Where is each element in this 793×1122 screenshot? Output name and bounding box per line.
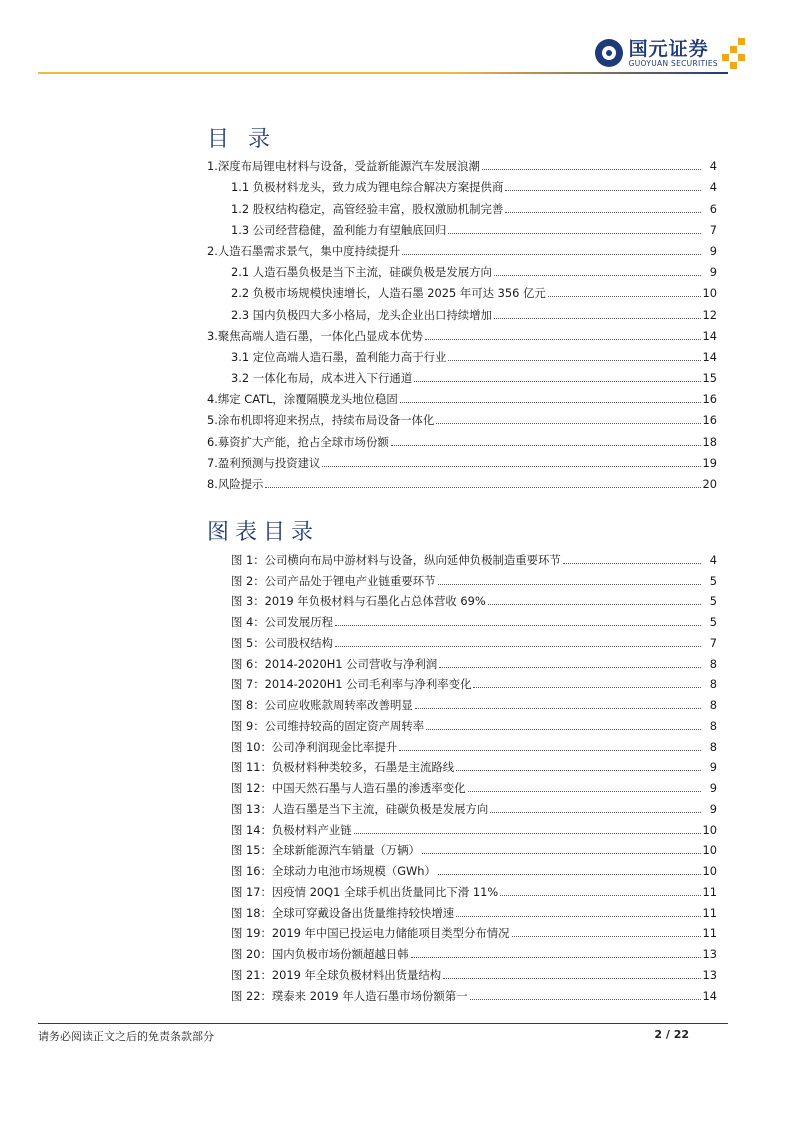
figure-entry-page: 10: [702, 843, 717, 858]
toc-entry-label: 2.2 负极市场规模快速增长，人造石墨 2025 年可达 356 亿元: [231, 286, 546, 301]
toc-entry-page: 6: [709, 201, 717, 216]
toc-entry-label: 3.聚焦高端人造石墨，一体化凸显成本优势: [207, 328, 423, 343]
toc-entry-page: 19: [702, 455, 717, 470]
figure-entry-label: 图 18：全球可穿戴设备出货量维持较快增速: [231, 905, 455, 920]
figure-entry-page: 11: [702, 926, 717, 941]
leader-dots: [426, 729, 701, 730]
header-divider: [38, 72, 728, 74]
figure-entry[interactable]: [207, 650, 717, 671]
figure-entry[interactable]: [207, 920, 717, 941]
toc-entry-page: 4: [709, 180, 717, 195]
figure-entry[interactable]: [207, 608, 717, 629]
leader-dots: [354, 833, 701, 834]
toc-entry[interactable]: [207, 427, 717, 448]
figure-entry-page: 13: [702, 967, 717, 982]
figure-entry-label: 图 5：公司股权结构: [231, 635, 333, 650]
leader-dots: [443, 978, 700, 979]
figure-entry-page: 5: [709, 615, 717, 629]
toc-entry-label: 6.募资扩大产能，抢占全球市场份额: [207, 434, 389, 449]
company-logo: [595, 36, 718, 70]
leader-dots: [500, 895, 700, 896]
figure-entry[interactable]: [207, 982, 717, 1003]
figure-entry-page: 5: [709, 594, 717, 609]
toc-entry[interactable]: [207, 322, 717, 343]
toc-entry[interactable]: [207, 385, 717, 406]
figure-entry-page: 4: [709, 552, 717, 567]
toc-entry[interactable]: [207, 216, 717, 237]
toc-entry[interactable]: [207, 173, 717, 194]
figure-entry-label: 图 21：2019 年全球负极材料出货量结构: [231, 967, 442, 982]
figure-entry-page: 8: [709, 677, 717, 692]
leader-dots: [482, 169, 701, 170]
figure-entry[interactable]: [207, 774, 717, 795]
leader-dots: [468, 791, 701, 792]
figure-entry[interactable]: [207, 712, 717, 733]
leader-dots: [400, 402, 701, 403]
leader-dots: [488, 604, 701, 605]
figure-entry[interactable]: [207, 940, 717, 961]
logo-english-name: GUOYUAN SECURITIES: [628, 58, 718, 68]
toc-entry-page: 9: [709, 265, 717, 280]
toc-entry-label: 5.涂布机即将迎来拐点，持续布局设备一体化: [207, 413, 435, 428]
toc-entry[interactable]: [207, 406, 717, 427]
leader-dots: [322, 466, 700, 467]
toc-entry-page: 15: [702, 371, 717, 386]
leader-dots: [470, 999, 701, 1000]
toc-entry-label: 1.2 股权结构稳定，高管经验丰富，股权激励机制完善: [231, 201, 504, 216]
figure-entry-label: 图 3：2019 年负极材料与石墨化占总体营收 69%: [231, 594, 486, 609]
leader-dots: [414, 381, 700, 382]
leader-dots: [402, 254, 701, 255]
toc-entry-label: 1.3 公司经营稳健，盈利能力有望触底回归: [231, 222, 447, 237]
figure-entry-page: 9: [709, 801, 717, 816]
leader-dots: [425, 339, 701, 340]
toc-entry[interactable]: [207, 279, 717, 300]
leader-dots: [563, 563, 701, 564]
toc-entry-page: 16: [702, 413, 717, 428]
toc-entry[interactable]: [207, 300, 717, 321]
toc-entry-page: 7: [709, 222, 717, 237]
logo-squares-icon: [722, 38, 746, 70]
figure-entry[interactable]: [207, 691, 717, 712]
toc-entry-label: 7.盈利预测与投资建议: [207, 455, 321, 470]
toc-entry-label: 4.绑定 CATL，涂覆隔膜龙头地位稳固: [207, 392, 398, 407]
figure-entry-page: 5: [709, 573, 717, 588]
figures-title: 图表目录: [207, 520, 320, 545]
leader-dots: [473, 687, 701, 688]
logo-chinese-name: 国元证券: [628, 37, 709, 60]
leader-dots: [439, 667, 701, 668]
figure-entry-label: 图 8：公司应收账款周转率改善明显: [231, 698, 413, 712]
figure-entry-page: 8: [709, 698, 717, 712]
leader-dots: [265, 487, 700, 488]
leader-dots: [438, 584, 701, 585]
figure-entry-label: 图 19：2019 年中国已投运电力储能项目类型分布情况: [231, 926, 510, 941]
table-of-contents: [207, 152, 717, 491]
figure-entry[interactable]: [207, 588, 717, 609]
figure-entry-page: 8: [709, 718, 717, 733]
leader-dots: [490, 812, 701, 813]
leader-dots: [448, 233, 701, 234]
figure-entry[interactable]: [207, 857, 717, 878]
figure-entry-label: 图 12：中国天然石墨与人造石墨的渗透率变化: [231, 781, 466, 795]
figure-entry-page: 8: [709, 739, 717, 754]
leader-dots: [505, 212, 701, 213]
figure-entry[interactable]: [207, 546, 717, 567]
figure-entry[interactable]: [207, 629, 717, 650]
leader-dots: [399, 750, 701, 751]
figures-list: [207, 546, 717, 1003]
figure-entry-label: 图 20：国内负极市场份额超越日韩: [231, 947, 409, 961]
figure-entry-page: 10: [702, 822, 717, 837]
figure-entry-page: 10: [702, 864, 717, 878]
toc-entry[interactable]: [207, 194, 717, 215]
toc-entry-label: 3.2 一体化布局，成本进入下行通道: [231, 371, 413, 386]
toc-entry-page: 4: [709, 159, 717, 174]
figure-entry[interactable]: [207, 961, 717, 982]
toc-entry[interactable]: [207, 237, 717, 258]
leader-dots: [422, 853, 701, 854]
leader-dots: [335, 646, 701, 647]
toc-entry-page: 20: [702, 477, 717, 491]
toc-entry-label: 1.深度布局锂电材料与设备，受益新能源汽车发展浪潮: [207, 159, 480, 174]
toc-entry[interactable]: [207, 364, 717, 385]
leader-dots: [438, 874, 701, 875]
figure-entry-label: 图 10：公司净利润现金比率提升: [231, 739, 398, 754]
figure-entry-label: 图 17：因疫情 20Q1 全球手机出货量同比下滑 11%: [231, 884, 499, 899]
figure-entry-label: 图 14：负极材料产业链: [231, 822, 352, 837]
figure-entry-page: 9: [709, 781, 717, 795]
figure-entry-label: 图 6：2014-2020H1 公司营收与净利润: [231, 656, 438, 671]
figure-entry-page: 11: [702, 905, 717, 920]
figure-entry-label: 图 16：全球动力电池市场规模（GWh）: [231, 864, 436, 878]
toc-entry-label: 2.3 国内负极四大多小格局，龙头企业出口持续增加: [231, 307, 492, 322]
toc-entry-label: 2.人造石墨需求景气，集中度持续提升: [207, 243, 401, 258]
toc-entry-page: 12: [702, 307, 717, 322]
leader-dots: [436, 423, 700, 424]
figure-entry[interactable]: [207, 754, 717, 775]
toc-entry-label: 3.1 定位高端人造石墨，盈利能力高于行业: [231, 349, 447, 364]
toc-entry[interactable]: [207, 449, 717, 470]
leader-dots: [505, 190, 701, 191]
toc-entry[interactable]: [207, 470, 717, 491]
footer-disclaimer: 请务必阅读正文之后的免责条款部分: [38, 1030, 214, 1043]
footer-divider: [38, 1023, 728, 1024]
figure-entry-page: 8: [709, 656, 717, 671]
figure-entry-label: 图 2：公司产品处于锂电产业链重要环节: [231, 573, 436, 588]
leader-dots: [512, 936, 701, 937]
leader-dots: [494, 275, 701, 276]
figure-entry-page: 11: [702, 884, 717, 899]
page-header: [0, 0, 793, 80]
figure-entry-label: 图 13：人造石墨是当下主流，硅碳负极是发展方向: [231, 801, 489, 816]
figure-entry[interactable]: [207, 671, 717, 692]
figure-entry[interactable]: [207, 795, 717, 816]
figure-entry-page: 13: [702, 947, 717, 961]
figure-entry[interactable]: [207, 567, 717, 588]
figure-entry-page: 7: [709, 635, 717, 650]
leader-dots: [448, 360, 700, 361]
page-number: 2 / 22: [654, 1028, 689, 1041]
figure-entry-label: 图 15：全球新能源汽车销量（万辆）: [231, 843, 420, 858]
toc-entry-label: 2.1 人造石墨负极是当下主流，硅碳负极是发展方向: [231, 265, 492, 280]
toc-entry-page: 14: [702, 349, 717, 364]
toc-entry-page: 10: [702, 286, 717, 301]
leader-dots: [411, 957, 701, 958]
leader-dots: [456, 916, 700, 917]
figure-entry[interactable]: [207, 878, 717, 899]
toc-entry-label: 1.1 负极材料龙头，致力成为锂电综合解决方案提供商: [231, 180, 504, 195]
figure-entry-label: 图 1：公司横向布局中游材料与设备，纵向延伸负极制造重要环节: [231, 552, 561, 567]
figure-entry[interactable]: [207, 816, 717, 837]
figure-entry-page: 14: [702, 988, 717, 1003]
figure-entry[interactable]: [207, 899, 717, 920]
figure-entry-label: 图 4：公司发展历程: [231, 615, 333, 629]
logo-emblem-icon: [595, 39, 623, 67]
figure-entry[interactable]: [207, 733, 717, 754]
figure-entry-label: 图 22：璞泰来 2019 年人造石墨市场份额第一: [231, 988, 468, 1003]
figure-entry-label: 图 7：2014-2020H1 公司毛利率与净利率变化: [231, 677, 472, 692]
leader-dots: [494, 318, 701, 319]
toc-entry-page: 14: [702, 328, 717, 343]
leader-dots: [391, 445, 701, 446]
figure-entry[interactable]: [207, 837, 717, 858]
figure-entry-page: 9: [709, 760, 717, 775]
toc-entry-label: 8.风险提示: [207, 477, 264, 491]
toc-entry-page: 18: [702, 434, 717, 449]
toc-title: 目 录: [207, 127, 276, 152]
leader-dots: [335, 625, 701, 626]
toc-entry-page: 9: [709, 243, 717, 258]
leader-dots: [456, 770, 701, 771]
leader-dots: [415, 708, 701, 709]
toc-entry[interactable]: [207, 152, 717, 173]
leader-dots: [548, 296, 701, 297]
figure-entry-label: 图 9：公司维持较高的固定资产周转率: [231, 718, 425, 733]
toc-entry[interactable]: [207, 343, 717, 364]
toc-entry[interactable]: [207, 258, 717, 279]
toc-entry-page: 16: [702, 392, 717, 407]
figure-entry-label: 图 11：负极材料种类较多，石墨是主流路线: [231, 760, 455, 775]
